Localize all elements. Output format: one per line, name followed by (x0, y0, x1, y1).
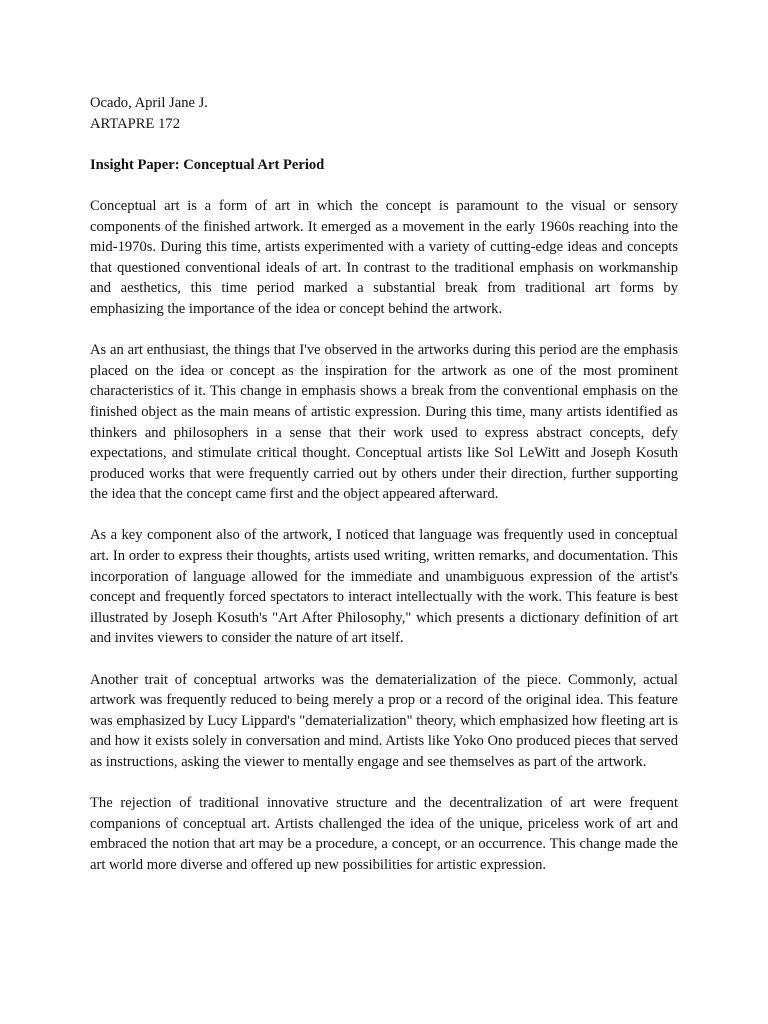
document-page (90, 93, 678, 876)
body-paragraph-5: The rejection of traditional innovative structure and the decentralization of art were frequent companions of conceptual art. Artists challenged the idea of the unique, priceless work of art and embraced the notion that art may be a procedure, a concept, or an occurrence. This change made the art world more diverse and offered up new possibilities for artistic expression. (90, 795, 678, 873)
body-paragraph-3: As a key component also of the artwork, I noticed that language was frequently used in conceptual art. In order to express their thoughts, artists used writing, written remarks, and documentation. This incorporation of language allowed for the immediate and unambiguous expression of the artist's concept and frequently forced spectators to interact intellectually with the work. This feature is best illustrated by Joseph Kosuth's "Art After Philosophy," which presents a dictionary definition of art and invites viewers to consider the nature of art itself. (90, 527, 678, 647)
body-paragraph-2: As an art enthusiast, the things that I've observed in the artworks during this period are the emphasis placed on the idea or concept as the inspiration for the artwork as one of the most prominent characteristics of it. This change in emphasis shows a break from the conventional emphasis on the finished object as the main means of artistic expression. During this time, many artists identified as thinkers and philosophers in a sense that their work used to express abstract concepts, defy expectations, and stimulate critical thought. Conceptual artists like Sol LeWitt and Joseph Kosuth produced works that were frequently carried out by others under their direction, further supporting the idea that the concept came first and the object appeared afterward. (90, 342, 678, 503)
course-code: ARTAPRE 172 (90, 115, 180, 132)
author-name: Ocado, April Jane J. (90, 95, 208, 111)
document-title: Insight Paper: Conceptual Art Period (90, 156, 325, 173)
body-paragraph-4: Another trait of conceptual artworks was the dematerialization of the piece. Commonly, actual artwork was frequently reduced to being merely a prop or a record of the original idea. This feature was emphasized by Lucy Lippard's "dematerialization" theory, which emphasized how fleeting art is and how it exists solely in conversation and mind. Artists like Yoko Ono produced pieces that served as instructions, asking the viewer to mentally engage and see themselves as part of the artwork. (90, 671, 678, 770)
body-paragraph-1: Conceptual art is a form of art in which the concept is paramount to the visual or sensory components of the finished artwork. It emerged as a movement in the early 1960s reaching into the mid-1970s. During this time, artists experimented with a variety of cutting-edge ideas and concepts that questioned conventional ideals of art. In contrast to the traditional emphasis on workmanship and aesthetics, this time period marked a substantial break from traditional art forms by emphasizing the importance of the idea or concept behind the artwork. (90, 197, 678, 317)
